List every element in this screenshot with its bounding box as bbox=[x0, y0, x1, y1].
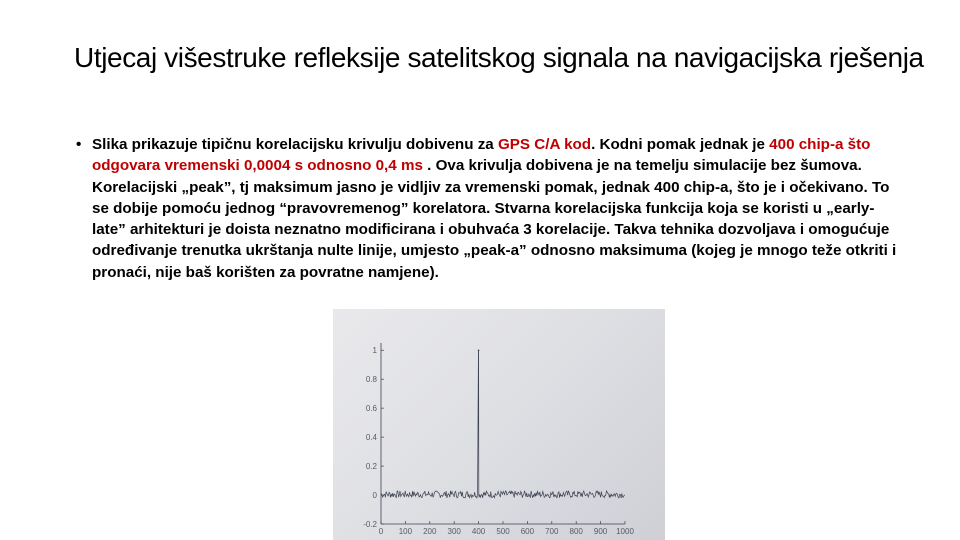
y-tick-label: 1 bbox=[372, 346, 377, 356]
x-tick-label: 300 bbox=[447, 527, 461, 536]
y-tick-label: 0.2 bbox=[365, 462, 377, 472]
x-tick-label: 1000 bbox=[616, 527, 634, 536]
bullet-symbol: • bbox=[76, 136, 82, 153]
x-tick-label: 100 bbox=[398, 527, 413, 536]
slide-title: Utjecaj višestruke refleksije satelitskog signala na navigacijska rješenja bbox=[74, 42, 924, 73]
y-tick-label: 0.8 bbox=[365, 375, 377, 385]
y-tick-label: 0.4 bbox=[365, 433, 377, 443]
correlation-series-line bbox=[381, 350, 625, 498]
p1-gps-ca-code: GPS C/A kod bbox=[497, 136, 592, 153]
correlation-peak-point bbox=[478, 349, 480, 351]
y-tick-label: 0.6 bbox=[365, 404, 377, 414]
x-tick-label: 600 bbox=[520, 527, 535, 536]
x-tick-label: 500 bbox=[496, 527, 510, 536]
correlation-chart bbox=[333, 309, 665, 540]
y-tick-label: -0.2 bbox=[363, 520, 377, 529]
bullet-text bbox=[92, 134, 906, 283]
y-tick-label: 0 bbox=[372, 491, 377, 501]
p1-text-3: . Kodni pomak jednak je bbox=[591, 136, 770, 153]
p1-text-5: . Ova krivulja dobivena je na temelju simulacije bez šumova. bbox=[422, 157, 862, 175]
x-tick-label: 0 bbox=[378, 527, 384, 536]
x-tick-label: 400 bbox=[471, 527, 486, 536]
p1-chip-offset: 400 chip-a što odgovara vremenski 0,0004 s odnosno 0,4 ms bbox=[92, 136, 871, 175]
correlation-chart-photo bbox=[333, 309, 665, 540]
x-tick-label: 800 bbox=[569, 527, 583, 536]
paragraph-1 bbox=[92, 134, 906, 177]
bullet-paragraph bbox=[76, 134, 906, 283]
p1-text-1: Slika prikazuje tipičnu korelacijsku krivulju dobivenu za bbox=[92, 136, 498, 153]
x-tick-label: 700 bbox=[545, 527, 559, 536]
x-tick-label: 900 bbox=[593, 527, 608, 536]
x-tick-label: 200 bbox=[423, 527, 437, 536]
paragraph-2: Korelacijski „peak”, tj maksimum jasno je vidljiv za vremenski pomak, jednak 400 chip-a, što je i očekivano. To se dobije pomoću jednog “pravovremenog” korelatora. Stvarna korelacijska funkcija koja se koristi u „early-late” arhitekturi je doista neznatno modificirana i obuhvaća 3 korelacije. Takva tehnika dozvoljava i omogućuje određivanje trenutka ukrštanja nulte linije, umjesto „peak-a” odnosno maksimuma (kojeg je mnogo teže otkriti i pronaći, nije baš korišten za povratne namjene). bbox=[92, 178, 897, 281]
